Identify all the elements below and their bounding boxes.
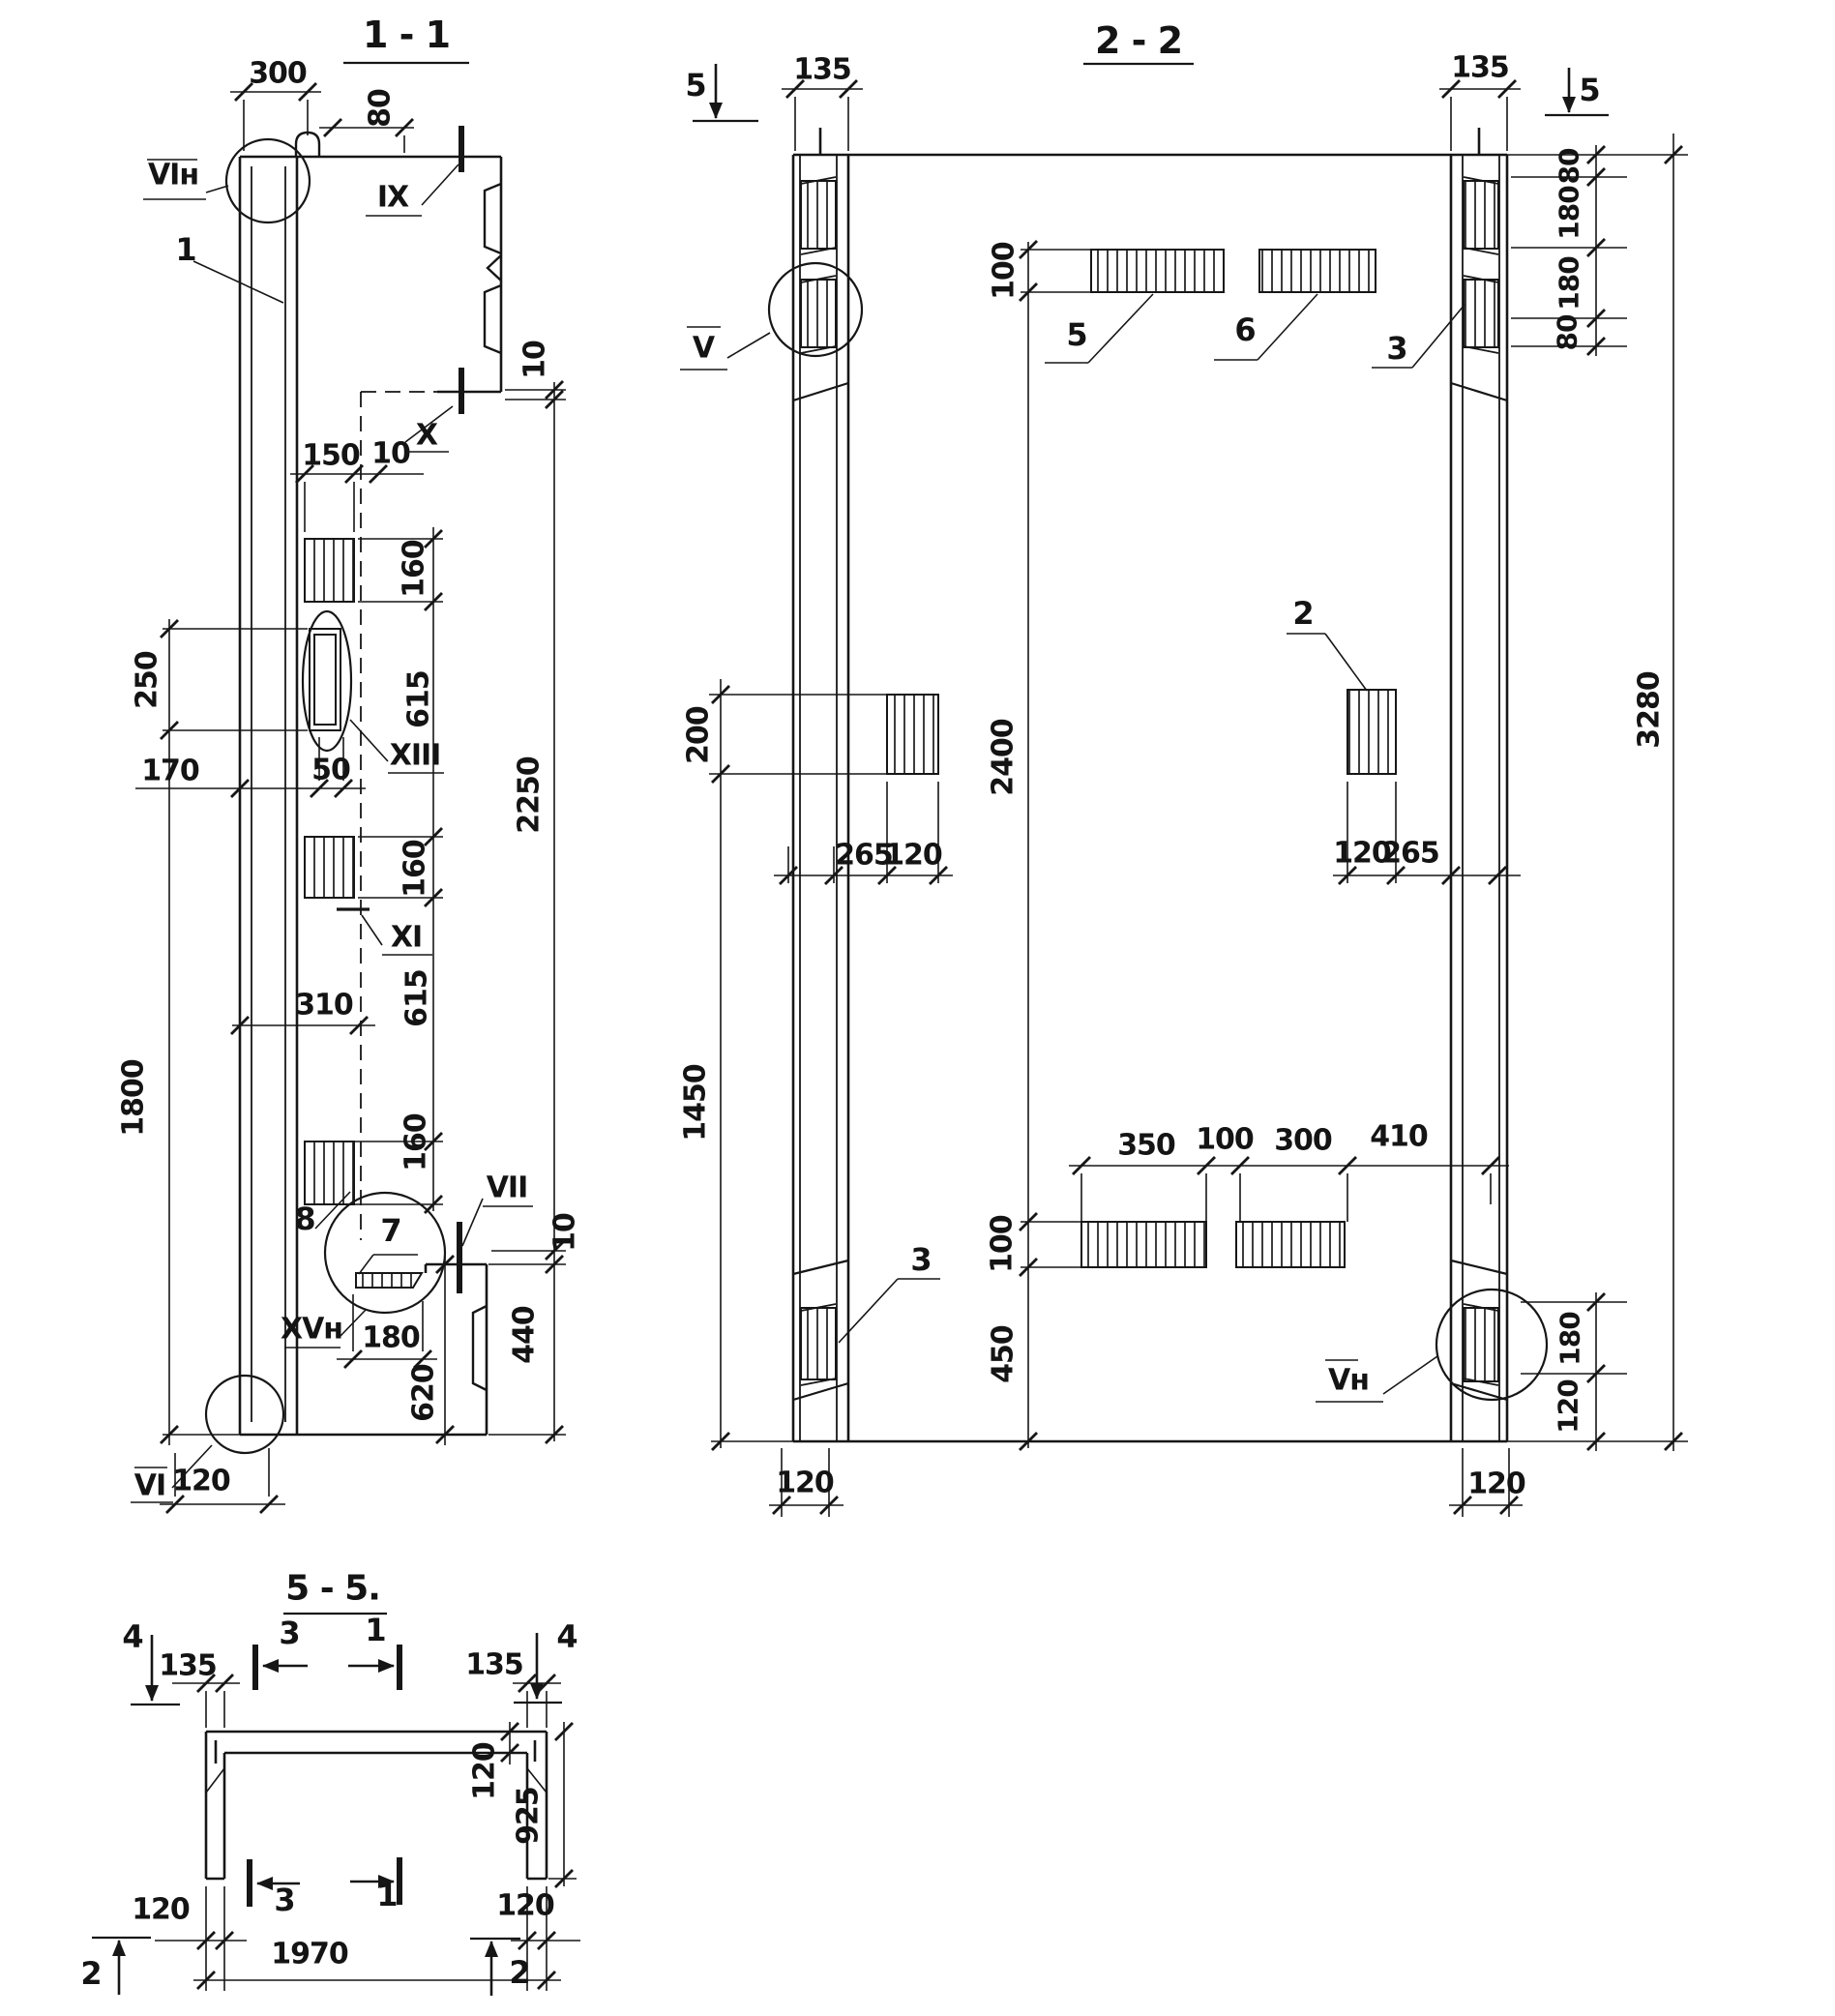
hatched-plate <box>1091 250 1224 292</box>
dim-10: 10 <box>518 341 552 379</box>
hatched-plate <box>801 280 836 347</box>
hatched-plate <box>1464 181 1498 249</box>
dim-300: 300 <box>1274 1123 1332 1158</box>
mark-XIII: XIII <box>389 738 441 773</box>
dim-120: 120 <box>132 1892 190 1927</box>
line <box>1258 294 1317 360</box>
hatched-plate <box>305 837 354 898</box>
section-title: 5 - 5. <box>285 1568 380 1609</box>
mark-XVn: XVн <box>280 1312 343 1347</box>
mark-VI: VI <box>133 1468 166 1503</box>
dim-10: 10 <box>371 436 410 471</box>
line <box>422 164 459 205</box>
cut-arrow-1: 1 <box>365 1612 386 1648</box>
line <box>1412 305 1465 368</box>
cut-arrow-4: 4 <box>556 1618 577 1655</box>
dim-50: 50 <box>311 753 350 787</box>
mark-3: 3 <box>910 1241 932 1278</box>
dim-120: 120 <box>496 1888 554 1923</box>
section-title: 1 - 1 <box>362 14 451 56</box>
line <box>193 261 283 303</box>
dim-250: 250 <box>130 651 164 709</box>
cut-arrow-2: 2 <box>80 1955 102 1992</box>
mark-V: V <box>692 331 715 366</box>
mark-5: 5 <box>1066 316 1087 353</box>
mark-X: X <box>415 418 438 453</box>
dim-1970: 1970 <box>271 1937 348 1972</box>
dim-135: 135 <box>159 1648 217 1683</box>
cut-arrow-2: 2 <box>509 1954 530 1991</box>
dim-180: 180 <box>1553 256 1585 311</box>
dim-180: 180 <box>362 1320 420 1355</box>
cut-arrow-3: 3 <box>279 1615 300 1651</box>
hatched-plate <box>305 539 354 602</box>
dim-120: 120 <box>776 1466 834 1500</box>
dim-310: 310 <box>295 988 353 1023</box>
hatched-plate <box>1259 250 1376 292</box>
dim-450: 450 <box>986 1325 1021 1383</box>
line <box>727 333 770 358</box>
dim-615: 615 <box>401 670 436 728</box>
dim-135: 135 <box>793 52 851 87</box>
dim-135: 135 <box>465 1647 523 1682</box>
line <box>1088 294 1153 363</box>
line <box>1325 634 1367 691</box>
dim-160: 160 <box>398 840 432 898</box>
hatched-plate <box>887 695 938 774</box>
dim-160: 160 <box>397 540 431 598</box>
dim-410: 410 <box>1370 1119 1428 1154</box>
profile-notch <box>485 285 501 353</box>
dim-265: 265 <box>1381 836 1439 871</box>
line <box>206 1768 224 1793</box>
profile-notch <box>488 255 501 281</box>
mark-XI: XI <box>390 920 423 955</box>
line <box>359 1255 373 1274</box>
cut-arrow-5: 5 <box>685 67 706 104</box>
mark-2: 2 <box>1292 595 1314 632</box>
dim-120: 120 <box>172 1464 230 1498</box>
dim-2250: 2250 <box>512 756 547 834</box>
dim-440: 440 <box>507 1306 542 1364</box>
dim-3280: 3280 <box>1632 671 1667 749</box>
line <box>793 383 848 400</box>
detail-circle <box>206 1376 283 1453</box>
dim-120: 120 <box>1552 1379 1584 1434</box>
dim-80: 80 <box>1553 148 1585 185</box>
cut-arrow-5: 5 <box>1579 72 1600 108</box>
line <box>1383 1356 1437 1394</box>
dim-1450: 1450 <box>678 1064 713 1141</box>
mark-6: 6 <box>1234 311 1256 348</box>
hatched-plate <box>356 1273 422 1288</box>
section-1-1 <box>117 14 582 1513</box>
dim-1800: 1800 <box>116 1059 151 1137</box>
dim-120: 120 <box>1333 836 1391 871</box>
line <box>206 186 228 193</box>
dim-160: 160 <box>399 1113 433 1171</box>
cut-arrow-3: 3 <box>274 1882 295 1918</box>
hatched-plate <box>1081 1222 1206 1267</box>
mark-VIn: VIн <box>147 158 199 193</box>
line <box>350 720 388 761</box>
section-title: 2 - 2 <box>1094 19 1183 62</box>
dim-2400: 2400 <box>986 719 1021 796</box>
hatched-plate <box>1236 1222 1345 1267</box>
dim-350: 350 <box>1117 1128 1175 1163</box>
profile-notch <box>485 184 501 253</box>
dim-80: 80 <box>363 89 398 128</box>
mark-7: 7 <box>380 1212 401 1249</box>
dim-80: 80 <box>1551 314 1583 351</box>
dim-925: 925 <box>511 1787 546 1845</box>
dim-150: 150 <box>302 438 360 473</box>
cut-arrow-4: 4 <box>122 1618 143 1655</box>
section-5-5 <box>80 1569 580 1997</box>
dim-180: 180 <box>1554 1312 1586 1366</box>
dim-200: 200 <box>681 706 716 764</box>
hatched-plate <box>305 1141 354 1204</box>
hatched-plate <box>801 181 836 249</box>
hatched-plate <box>1464 1308 1498 1381</box>
slot-outline <box>314 635 336 725</box>
dim-120: 120 <box>467 1742 502 1800</box>
line <box>793 1260 848 1274</box>
mark-1: 1 <box>175 231 196 268</box>
dim-100: 100 <box>1196 1122 1254 1157</box>
dim-180: 180 <box>1553 186 1585 240</box>
hatched-plate <box>1464 280 1498 347</box>
mark-3: 3 <box>1386 330 1407 367</box>
section-2-2 <box>679 19 1689 1517</box>
dim-300: 300 <box>249 56 307 91</box>
dim-120: 120 <box>1467 1467 1525 1501</box>
dim-615: 615 <box>400 969 434 1027</box>
mark-Vn: Vн <box>1328 1363 1369 1398</box>
line <box>362 915 382 945</box>
mark-IX: IX <box>376 180 409 215</box>
line <box>462 1199 483 1246</box>
dim-100: 100 <box>985 1215 1020 1273</box>
mark-VII: VII <box>486 1171 528 1205</box>
dim-100: 100 <box>987 242 1021 300</box>
hatched-plate <box>1347 690 1396 774</box>
hatched-plate <box>801 1308 836 1379</box>
dim-10: 10 <box>548 1213 582 1252</box>
dim-120: 120 <box>884 838 942 873</box>
profile-notch <box>473 1306 487 1390</box>
dim-135: 135 <box>1451 50 1509 85</box>
mark-8: 8 <box>294 1201 315 1237</box>
dim-170: 170 <box>141 754 199 788</box>
dim-620: 620 <box>406 1364 441 1422</box>
cut-arrow-1: 1 <box>376 1877 398 1913</box>
dim-265: 265 <box>835 838 893 873</box>
